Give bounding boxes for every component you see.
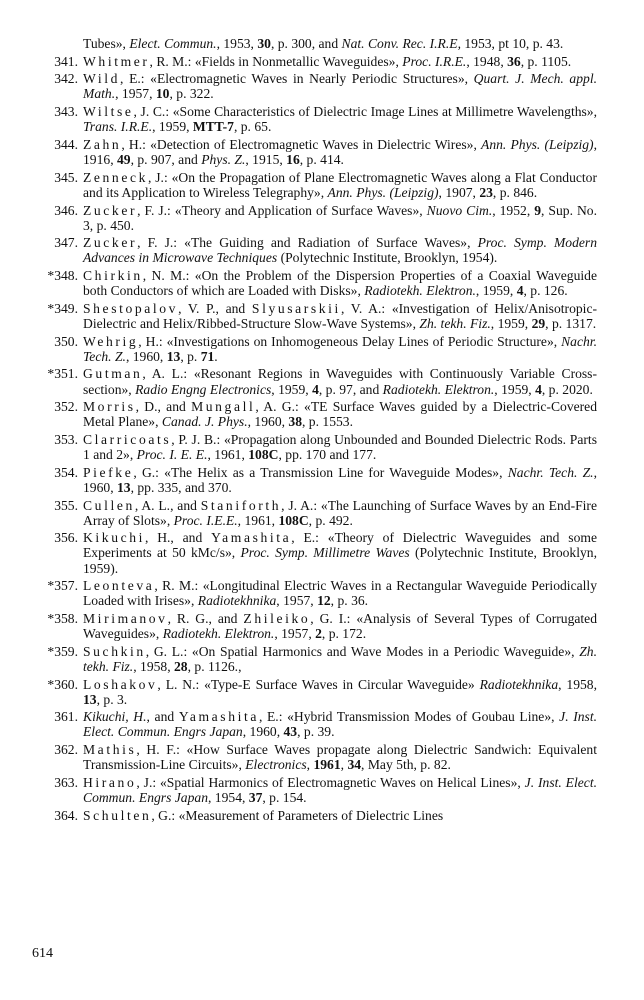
volume-number: 4 bbox=[312, 381, 319, 397]
reference-entry bbox=[0, 170, 597, 200]
reference-number: 343. bbox=[54, 104, 78, 120]
reference-text: , G.: «The Helix as a Transmission Line for Waveguide Modes», bbox=[133, 464, 508, 480]
reference-text: , 1960, bbox=[125, 348, 167, 364]
volume-number: 30 bbox=[257, 36, 271, 51]
reference-text: , 1957, bbox=[274, 626, 316, 642]
author-name: Yamashita bbox=[211, 530, 292, 546]
author-name: Zhileiko bbox=[243, 610, 311, 626]
reference-number: 352. bbox=[54, 399, 78, 415]
volume-number: 10 bbox=[155, 86, 170, 102]
reference-number: 350. bbox=[54, 333, 78, 349]
reference-entry bbox=[0, 498, 597, 528]
journal-title: Radio Engng Electronics bbox=[135, 381, 272, 397]
reference-number: 347. bbox=[54, 235, 78, 251]
reference-text: Tubes», bbox=[83, 36, 130, 51]
author-name: Zahn bbox=[83, 136, 122, 152]
volume-number: 9 bbox=[534, 202, 542, 218]
journal-title: Radiotekh. Elektron. bbox=[364, 283, 476, 299]
reference-text: , E.: «Theory of Dielectric Waveguides and some Experiments at 50 kMc/s», bbox=[83, 530, 597, 561]
volume-number: 49 bbox=[116, 152, 131, 168]
journal-title: Zh. tekh. Fiz. bbox=[83, 643, 597, 674]
author-name: Loshakov bbox=[83, 676, 158, 692]
reference-text: , p. 126. bbox=[523, 283, 568, 299]
reference-entry bbox=[0, 334, 597, 364]
reference-text: , L. N.: «Type-E Surface Waves in Circular Waveguide» bbox=[157, 676, 480, 692]
reference-entry bbox=[0, 677, 597, 707]
journal-title: J. Inst. Elect. Commun. Engrs Japan bbox=[83, 774, 598, 805]
reference-text: , A. L., and bbox=[134, 497, 201, 513]
reference-text: , R. M.: «Fields in Nonmetallic Waveguides», bbox=[149, 53, 403, 69]
reference-text: , 1960, bbox=[83, 464, 597, 495]
journal-title: Ann. Phys. (Leipzig) bbox=[481, 136, 594, 152]
journal-title: Radiotekhnika bbox=[479, 676, 559, 692]
reference-text: , 1957, bbox=[115, 86, 156, 102]
journal-title: Electronics bbox=[245, 757, 307, 773]
reference-text: , p. 36. bbox=[330, 593, 369, 609]
author-name: Mathis bbox=[83, 742, 137, 758]
volume-number: 12 bbox=[317, 593, 331, 609]
reference-number: *349. bbox=[47, 300, 78, 316]
volume-number: 71 bbox=[200, 348, 215, 364]
reference-text: 1953, pt 10, p. 43. bbox=[460, 36, 564, 51]
author-name: Morris bbox=[83, 399, 136, 415]
author-name: Wiltse bbox=[83, 104, 134, 120]
reference-entry bbox=[0, 578, 597, 608]
volume-number: 2 bbox=[315, 626, 322, 642]
reference-text: , V. P., and bbox=[178, 300, 252, 316]
journal-title: Proc. I.E.E. bbox=[173, 512, 238, 528]
reference-number: *359. bbox=[47, 643, 78, 659]
reference-text: , p. 322. bbox=[169, 86, 214, 102]
reference-text: , Sup. No. 3, p. 450. bbox=[83, 202, 598, 233]
reference-number: *357. bbox=[47, 578, 78, 594]
reference-text: , G. I.: «Analysis of Several Types of Corrugated Waveguides», bbox=[83, 610, 598, 642]
journal-title: Nachr. Tech. Z. bbox=[83, 333, 597, 364]
author-name: Suchkin bbox=[83, 643, 146, 659]
volume-number: MTT-7 bbox=[192, 119, 234, 135]
reference-text: , bbox=[340, 757, 348, 773]
reference-entry bbox=[0, 808, 597, 823]
author-name: Piefke bbox=[83, 464, 134, 480]
reference-text: , J. A.: «The Launching of Surface Waves by an End-Fire Array of Slots», bbox=[83, 497, 597, 528]
reference-entry bbox=[0, 137, 597, 167]
reference-text: , V. A.: «Investigation of Helix/Anisotropic-Dielectric and Helix/Ribbed-Structure Slow-Wave Systems», bbox=[83, 300, 598, 331]
reference-text: , p. 3. bbox=[96, 691, 128, 707]
reference-text: , p. 414. bbox=[299, 152, 344, 168]
reference-entry bbox=[0, 611, 597, 641]
volume-number: 4 bbox=[535, 381, 542, 397]
reference-text: , 1959, bbox=[494, 381, 536, 397]
reference-number: *358. bbox=[47, 610, 78, 626]
reference-number: *351. bbox=[47, 366, 78, 382]
journal-title: Proc. I. E. E. bbox=[136, 447, 208, 463]
journal-title: Canad. J. Phys. bbox=[161, 414, 248, 430]
author-name: Gutman bbox=[83, 366, 143, 382]
reference-entry bbox=[0, 235, 597, 265]
reference-text: , p. 1553. bbox=[302, 414, 353, 430]
reference-number: 346. bbox=[54, 202, 78, 218]
volume-number: 29 bbox=[531, 315, 546, 331]
reference-text: , A. G.: «TE Surface Waves guided by a Dielectric-Covered Metal Plane», bbox=[83, 399, 598, 430]
volume-number: 108C bbox=[248, 447, 279, 463]
reference-text: , p. 2020. bbox=[541, 381, 593, 397]
reference-text: , pp. 335, and 370. bbox=[130, 479, 232, 495]
reference-text: , F. J.: «Theory and Application of Surface Waves», bbox=[137, 202, 427, 218]
reference-entry bbox=[0, 268, 597, 298]
reference-text: (Polytechnic Institute, Brooklyn, 1954). bbox=[277, 250, 498, 266]
reference-text: , 1957, bbox=[276, 593, 318, 609]
reference-text: , p. 154. bbox=[262, 789, 307, 805]
reference-number: 355. bbox=[54, 497, 78, 513]
reference-text: , 1959, bbox=[475, 283, 517, 299]
reference-text: , A. L.: «Resonant Regions in Waveguides with Continuously Variable Cross-section», bbox=[83, 366, 597, 397]
reference-text: , p. 1105. bbox=[520, 53, 572, 69]
reference-text: , p. 1317. bbox=[545, 315, 597, 331]
journal-title: Phys. Z. bbox=[201, 152, 246, 168]
author-name: Shestopalov bbox=[83, 300, 179, 316]
volume-number: 13 bbox=[83, 691, 97, 707]
author-name: Zucker bbox=[83, 202, 138, 218]
author-name: Staniforth bbox=[200, 497, 282, 513]
reference-text: , bbox=[306, 757, 314, 773]
reference-text: , H. F.: «How Surface Waves propagate along Dielectric Sandwich: Equivalent Transmission-Line Circuits», bbox=[83, 742, 597, 773]
reference-text: , p. 39. bbox=[297, 724, 335, 740]
author-name: Chirkin bbox=[83, 268, 143, 284]
reference-text: , R. M.: «Longitudinal Electric Waves in a Rectangular Waveguide Periodically Loaded with Irises», bbox=[83, 578, 597, 609]
journal-title: Ann. Phys. (Leipzig) bbox=[327, 184, 439, 200]
author-name: Kikuchi bbox=[83, 530, 145, 546]
reference-text: , J.: «On the Propagation of Plane Electromagnetic Waves along a Flat Conductor and its Application to Wireless Telegraphy», bbox=[83, 169, 597, 200]
reference-text: , G.: «Measurement of Parameters of Dielectric Lines bbox=[151, 807, 444, 823]
reference-text: , G. L.: «On Spatial Harmonics and Wave Modes in a Periodic Waveguide», bbox=[145, 643, 580, 659]
reference-text: , 1952, bbox=[492, 202, 535, 218]
reference-text: , D., and bbox=[135, 399, 192, 415]
reference-text: , p. 65. bbox=[233, 119, 272, 135]
volume-number: 28 bbox=[174, 658, 188, 674]
author-name: Zucker bbox=[83, 235, 138, 251]
journal-title: Zh. tekh. Fiz. bbox=[419, 315, 491, 331]
author-name: Wehrig bbox=[83, 333, 139, 349]
reference-entry bbox=[0, 465, 597, 495]
author-name: Yamashita bbox=[178, 709, 259, 725]
volume-number: 4 bbox=[516, 283, 524, 299]
reference-number: 342. bbox=[54, 71, 78, 87]
author-name: Wild bbox=[83, 71, 121, 87]
journal-title: Radiotekh. Elektron. bbox=[382, 381, 495, 397]
volume-number: 23 bbox=[479, 184, 493, 200]
reference-text: , p. 172. bbox=[321, 626, 367, 642]
reference-text: , p. bbox=[180, 348, 201, 364]
author-name: Schulten bbox=[83, 807, 152, 823]
reference-text: , 1961, bbox=[237, 512, 279, 528]
reference-text: , p. 97, and bbox=[318, 381, 383, 397]
reference-number: 353. bbox=[54, 431, 78, 447]
reference-text: , and bbox=[146, 709, 179, 725]
reference-entry bbox=[0, 742, 597, 772]
author-name: Hirano bbox=[83, 774, 137, 790]
reference-number: 362. bbox=[54, 742, 78, 758]
journal-title: Elect. Commun. bbox=[129, 36, 217, 51]
reference-text: , N. M.: «On the Problem of the Dispersion Properties of a Coaxial Waveguide both Conductors of which are Loaded with Disks», bbox=[83, 268, 597, 299]
journal-title: Kikuchi, H. bbox=[83, 709, 147, 725]
volume-number: 108C bbox=[278, 512, 309, 528]
author-name: Slyusarskii bbox=[251, 300, 341, 316]
reference-text: , 1916, bbox=[83, 136, 597, 168]
author-name: Whitmer bbox=[83, 53, 150, 69]
journal-title: Nuovo Cim. bbox=[426, 202, 493, 218]
reference-entry bbox=[0, 399, 597, 429]
reference-text: , P. J. B.: «Propagation along Unbounded and Bounded Dielectric Rods. Parts 1 and 2», bbox=[83, 431, 597, 463]
reference-entry bbox=[0, 644, 597, 674]
page-number: 614 bbox=[32, 946, 53, 961]
reference-entry bbox=[0, 366, 597, 396]
reference-text: (Polytechnic Institute, Brooklyn, 1959). bbox=[83, 545, 597, 576]
volume-number: 37 bbox=[248, 789, 263, 805]
volume-number: 34 bbox=[347, 757, 362, 773]
reference-number: *348. bbox=[47, 268, 78, 284]
volume-number: 13 bbox=[116, 479, 131, 495]
reference-text: , May 5th, p. 82. bbox=[361, 757, 451, 773]
journal-title: Nat. Conv. Rec. I.R.E, bbox=[341, 36, 461, 51]
volume-number: 1961 bbox=[313, 757, 341, 773]
volume-number: 36 bbox=[507, 53, 521, 69]
reference-entry bbox=[0, 775, 597, 805]
reference-number: 361. bbox=[54, 709, 78, 725]
reference-text: , p. 492. bbox=[308, 512, 353, 528]
reference-number: *360. bbox=[47, 676, 78, 692]
journal-title: Radiotekh. Elektron. bbox=[162, 626, 275, 642]
journal-title: Trans. I.R.E. bbox=[83, 119, 153, 135]
reference-text: , 1958, bbox=[133, 658, 174, 674]
reference-text: , R. G., and bbox=[167, 610, 244, 626]
reference-text: , 1960, bbox=[247, 414, 289, 430]
reference-text: , F. J.: «The Guiding and Radiation of Surface Waves», bbox=[137, 235, 478, 251]
journal-title: Proc. Symp. Modern Advances in Microwave Techniques bbox=[83, 235, 597, 266]
author-name: Clarricoats bbox=[83, 431, 172, 447]
reference-text: , p. 1126., bbox=[187, 658, 242, 674]
journal-title: Nachr. Tech. Z. bbox=[507, 464, 594, 480]
journal-title: Proc. I.R.E. bbox=[402, 53, 467, 69]
reference-number: 363. bbox=[54, 774, 78, 790]
author-name: Mungall bbox=[191, 399, 256, 415]
author-name: Leonteva bbox=[83, 578, 155, 594]
reference-text: , 1953, bbox=[216, 36, 258, 51]
reference-text: , 1954, bbox=[208, 789, 249, 805]
journal-title: Proc. Symp. Millimetre Waves bbox=[240, 545, 410, 561]
journal-title: Quart. J. Mech. appl. Math. bbox=[83, 71, 598, 102]
reference-entry bbox=[0, 709, 597, 739]
reference-number: 354. bbox=[54, 464, 78, 480]
author-name: Cullen bbox=[83, 497, 135, 513]
reference-entry bbox=[0, 203, 597, 233]
volume-number: 16 bbox=[286, 152, 300, 168]
author-name: Mirimanov bbox=[83, 610, 168, 626]
reference-text: , pp. 170 and 177. bbox=[278, 447, 377, 463]
author-name: Zenneck bbox=[83, 169, 148, 185]
reference-entry bbox=[0, 36, 597, 51]
reference-text: , 1907, bbox=[438, 184, 480, 200]
volume-number: 38 bbox=[288, 414, 302, 430]
reference-text: , 1959, bbox=[490, 315, 532, 331]
reference-text: , 1915, bbox=[245, 152, 287, 168]
journal-title: Radiotekhnika bbox=[197, 593, 277, 609]
reference-number: 356. bbox=[54, 530, 78, 546]
reference-entry bbox=[0, 54, 597, 69]
reference-entry bbox=[0, 104, 597, 134]
reference-text: , H.: «Detection of Electromagnetic Waves in Dielectric Wires», bbox=[121, 136, 482, 152]
reference-entry bbox=[0, 530, 597, 575]
reference-text: , H., and bbox=[145, 530, 212, 546]
reference-number: 341. bbox=[54, 53, 78, 69]
reference-text: . bbox=[214, 348, 218, 364]
reference-text: , 1961, bbox=[207, 447, 249, 463]
journal-title: J. Inst. Elect. Commun. Engrs Japan bbox=[83, 709, 598, 740]
reference-text: , 1958, bbox=[558, 676, 597, 692]
reference-text: , 1959, bbox=[271, 381, 313, 397]
reference-text: , 1948, bbox=[466, 53, 508, 69]
reference-number: 344. bbox=[54, 136, 78, 152]
reference-entry bbox=[0, 71, 597, 101]
volume-number: 13 bbox=[166, 348, 181, 364]
reference-number: 364. bbox=[54, 807, 78, 823]
reference-text: , H.: «Investigations on Inhomogeneous Delay Lines of Periodic Structure», bbox=[138, 333, 562, 349]
reference-entry bbox=[0, 301, 597, 331]
reference-text: , p. 300, and bbox=[270, 36, 342, 51]
reference-text: , J. C.: «Some Characteristics of Dielectric Image Lines at Millimetre Wavelengths», bbox=[133, 104, 597, 120]
reference-text: , E.: «Electromagnetic Waves in Nearly Periodic Structures», bbox=[120, 71, 474, 87]
volume-number: 43 bbox=[283, 724, 298, 740]
reference-text: , p. 907, and bbox=[130, 152, 202, 168]
reference-list bbox=[0, 36, 644, 825]
reference-text: , 1959, bbox=[152, 119, 193, 135]
reference-text: , 1960, bbox=[242, 724, 284, 740]
reference-text: , p. 846. bbox=[492, 184, 538, 200]
reference-entry bbox=[0, 432, 597, 462]
reference-text: , E.: «Hybrid Transmission Modes of Goubau Line», bbox=[258, 709, 560, 725]
reference-number: 345. bbox=[54, 169, 78, 185]
reference-text: , J.: «Spatial Harmonics of Electromagnetic Waves on Helical Lines», bbox=[136, 774, 525, 790]
